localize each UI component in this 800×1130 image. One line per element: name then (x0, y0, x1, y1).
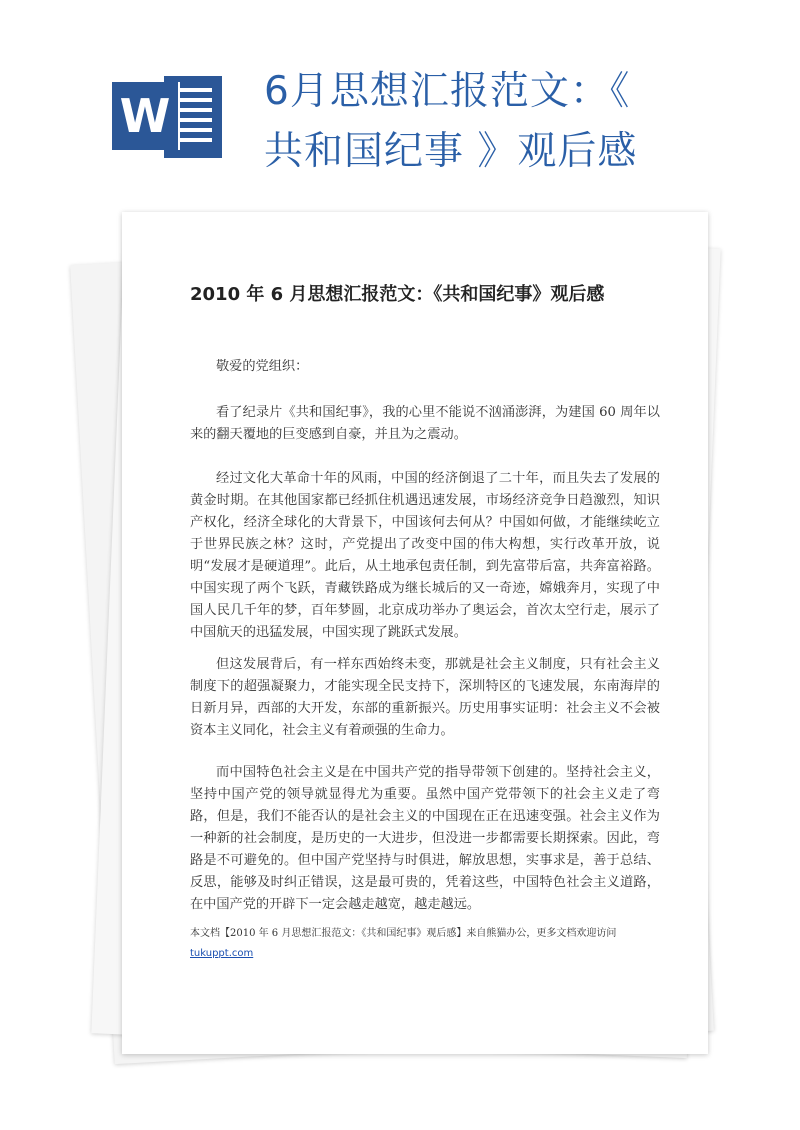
salutation: 敬爱的党组织： (216, 359, 309, 374)
page-title-line-2: 共和国纪事 》观后感 (264, 129, 638, 174)
paragraph-1: 看了纪录片《共和国纪事》，我的心里不能说不汹涌澎湃，为建国 60 周年以来的翻天覆地的巨变感到自豪，并且为之震动。 (190, 405, 660, 442)
paragraph-2: 经过文化大革命十年的风雨，中国的经济倒退了二十年，而且失去了发展的黄金时期。在其他国家都已经抓住机遇迅速发展，市场经济竞争日趋激烈，知识产权化，经济全球化的大背景下，中国该何去何从？中国如何做，才能继续屹立于世界民族之林？这时，产党提出了改变中国的伟大构想，实行改革开放，说明“发展才是硬道理”。此后，从土地承包责任制，到先富带后富，共奔富裕路。中国实现了两个飞跃，青藏铁路成为继长城后的又一奇迹，嫦娥奔月，实现了中国人民几千年的梦，百年梦圆，北京成功举办了奥运会，首次太空行走，展示了中国航天的迅猛发展，中国实现了跳跃式发展。 (190, 471, 660, 640)
source-note: 本文档【2010 年 6 月思想汇报范文：《共和国纪事》观后感】来自熊猫办公，更多文档欢迎访问 (190, 928, 617, 939)
paragraph-4: 而中国特色社会主义是在中国共产党的指导带领下创建的。坚持社会主义，坚持中国产党的领导就显得尤为重要。虽然中国产党带领下的社会主义走了弯路，但是，我们不能否认的是社会主义的中国现在正在迅速变强。社会主义作为一种新的社会制度，是历史的一大进步，但没进一步都需要长期探索。因此，弯路是不可避免的。但中国产党坚持与时俱进，解放思想，实事求是，善于总结、反思，能够及时纠正错误，这是最可贵的，凭着这些，中国特色社会主义道路，在中国产党的开辟下一定会越走越宽，越走越远。 (190, 765, 660, 912)
word-document-icon (112, 76, 222, 158)
paragraph-3: 但这发展背后，有一样东西始终未变，那就是社会主义制度，只有社会主义制度下的超强凝聚力，才能实现全民支持下，深圳特区的飞速发展，东南海岸的日新月异，西部的大开发，东部的重新振兴。历史用事实证明：社会主义不会被资本主义同化，社会主义有着顽强的生命力。 (190, 657, 660, 738)
page-title (264, 62, 684, 182)
word-letter-badge: W (112, 82, 178, 150)
source-link[interactable]: tukuppt.com (190, 948, 254, 959)
document-title: 2010 年 6 月思想汇报范文：《共和国纪事》观后感 (190, 284, 605, 305)
page-title-line-1: 6月思想汇报范文：《 (264, 69, 631, 114)
